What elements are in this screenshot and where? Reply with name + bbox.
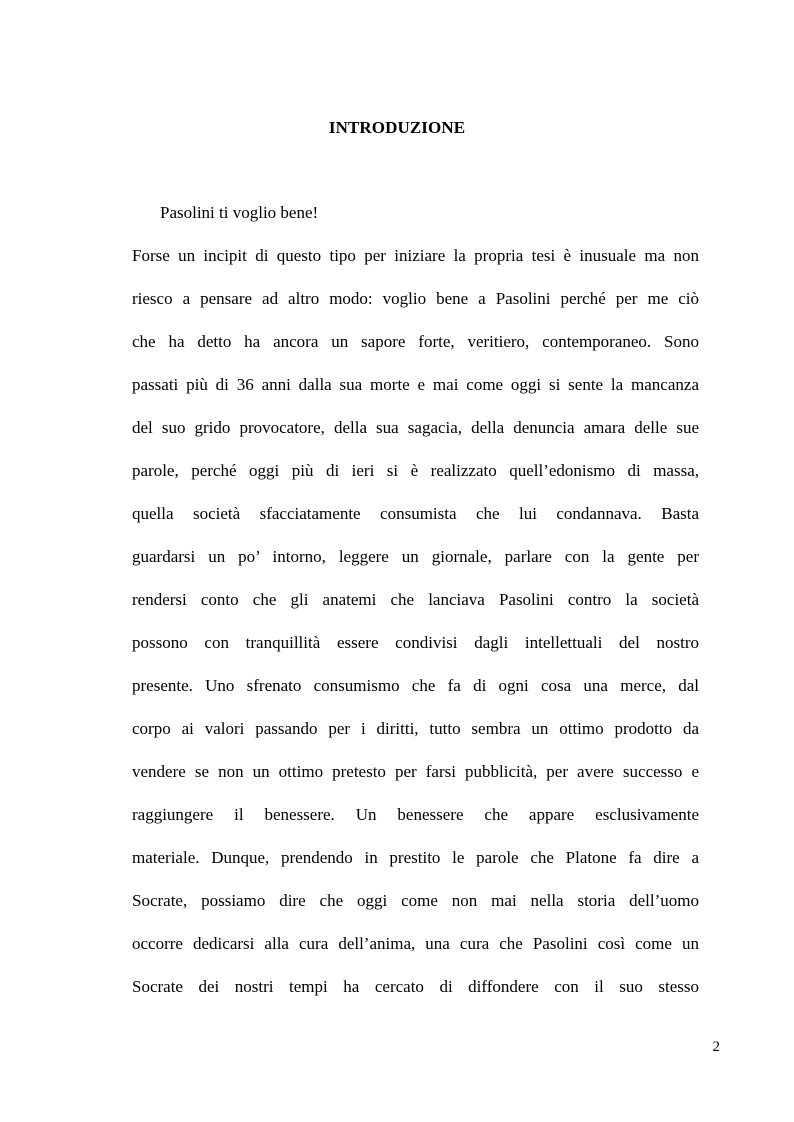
opening-line: Pasolini ti voglio bene! (160, 203, 319, 222)
text-line: guardarsi un po’ intorno, leggere un giornale, parlare con la gente per (132, 547, 699, 566)
text-line: rendersi conto che gli anatemi che lanciava Pasolini contro la società (132, 590, 699, 609)
text-line: passati più di 36 anni dalla sua morte e mai come oggi si sente la mancanza (132, 375, 699, 394)
page-title: INTRODUZIONE (328, 118, 466, 137)
text-line: possono con tranquillità essere condivisi dagli intellettuali del nostro (132, 633, 699, 652)
text-line: Forse un incipit di questo tipo per iniziare la propria tesi è inusuale ma non (132, 246, 699, 265)
text-line: che ha detto ha ancora un sapore forte, veritiero, contemporaneo. Sono (132, 332, 699, 351)
text-line: corpo ai valori passando per i diritti, tutto sembra un ottimo prodotto da (132, 719, 699, 738)
text-line: Socrate dei nostri tempi ha cercato di diffondere con il suo stesso (132, 977, 699, 996)
text-line: presente. Uno sfrenato consumismo che fa di ogni cosa una merce, dal (132, 676, 699, 695)
body-paragraph (132, 237, 699, 1011)
text-line: vendere se non un ottimo pretesto per farsi pubblicità, per avere successo e (132, 762, 699, 781)
text-line: materiale. Dunque, prendendo in prestito le parole che Platone fa dire a (132, 848, 699, 867)
text-line: del suo grido provocatore, della sua sagacia, della denuncia amara delle sue (132, 418, 699, 437)
text-line: parole, perché oggi più di ieri si è realizzato quell’edonismo di massa, (132, 461, 699, 480)
text-line: Socrate, possiamo dire che oggi come non mai nella storia dell’uomo (132, 891, 699, 910)
text-line: occorre dedicarsi alla cura dell’anima, una cura che Pasolini così come un (132, 934, 699, 953)
text-line: riesco a pensare ad altro modo: voglio bene a Pasolini perché per me ciò (132, 289, 699, 308)
text-line: raggiungere il benessere. Un benessere che appare esclusivamente (132, 805, 699, 824)
page-number: 2 (712, 1039, 720, 1055)
text-line: quella società sfacciatamente consumista che lui condannava. Basta (132, 504, 699, 523)
